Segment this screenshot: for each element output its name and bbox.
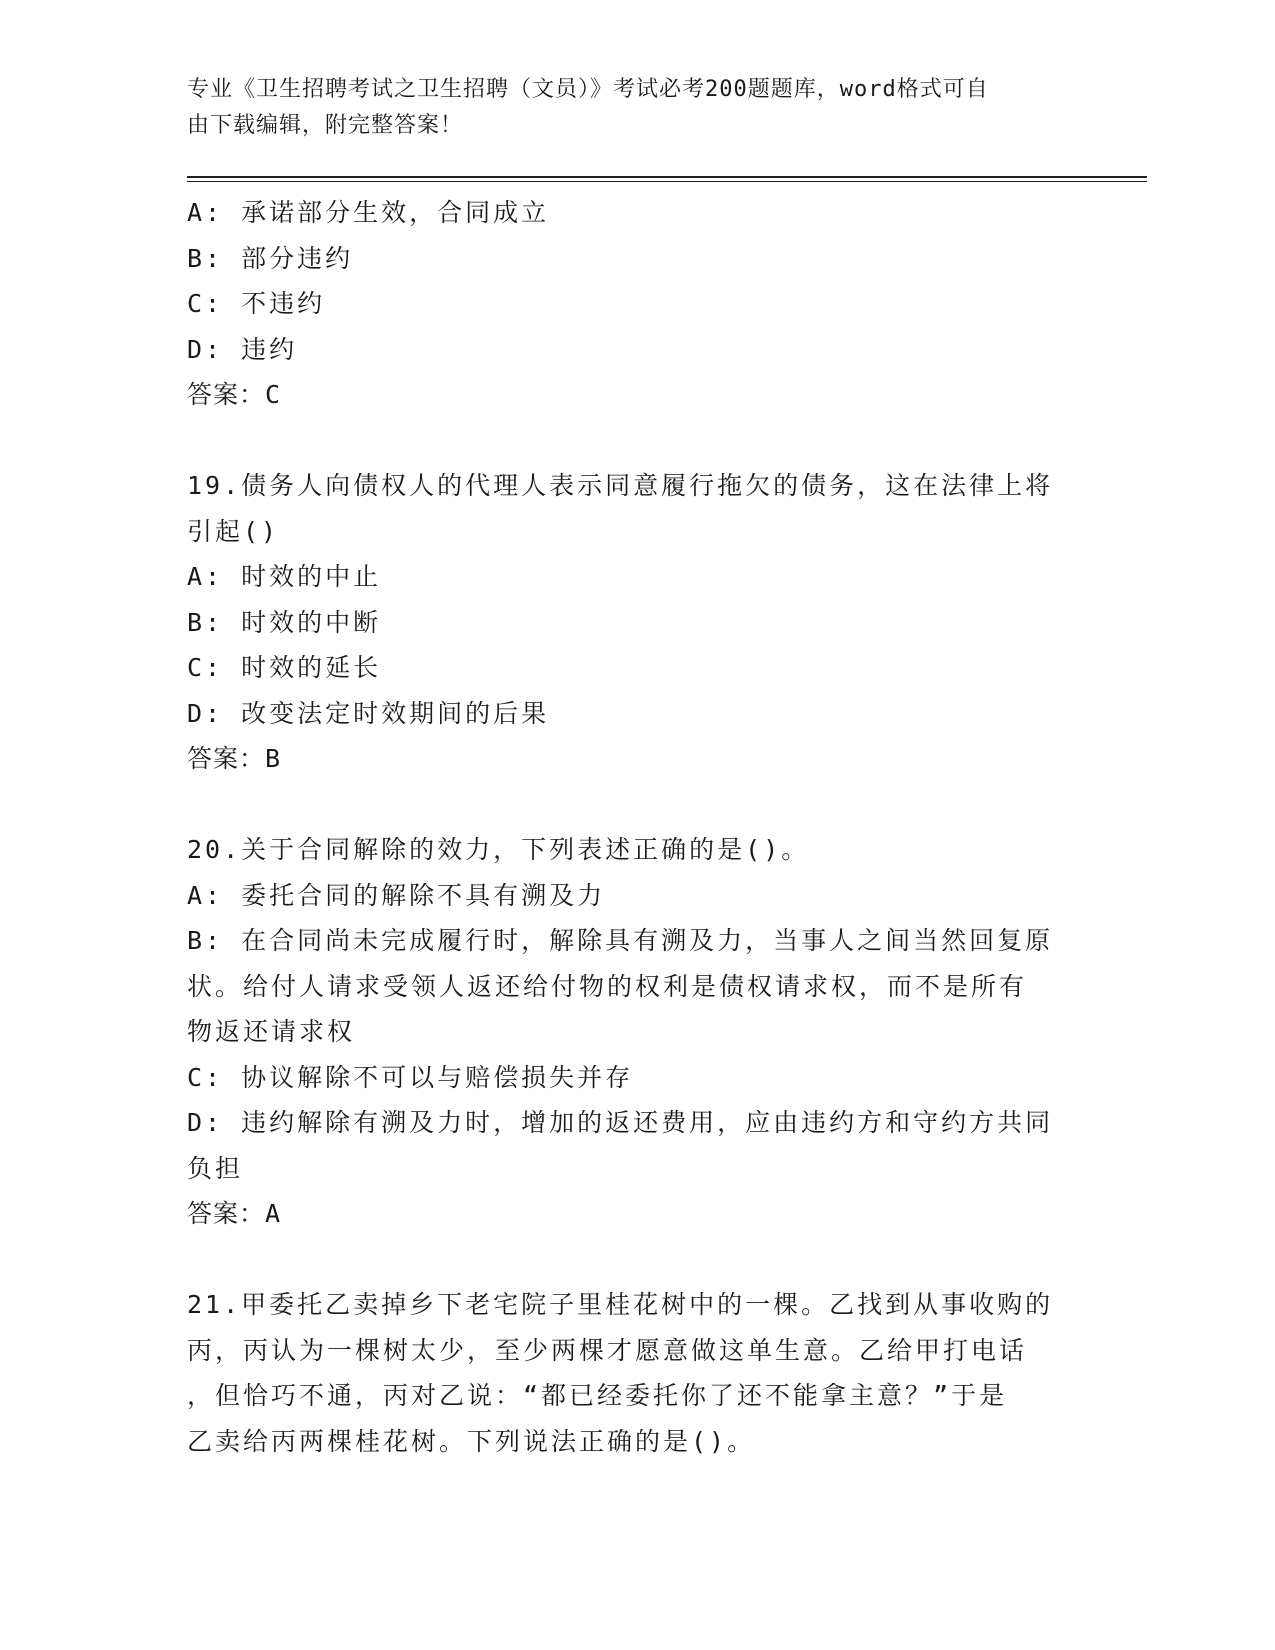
- question-text-cont-1: 丙，丙认为一棵树太少，至少两棵才愿意做这单生意。乙给甲打电话: [187, 1335, 1028, 1365]
- option-c: C: 不违约: [187, 289, 326, 318]
- question-text-cont-2: ，但恰巧不通，丙对乙说：“都已经委托你了还不能拿主意？”于是: [187, 1381, 1008, 1410]
- document-header: [187, 72, 1067, 144]
- option-d-cont: 负担: [187, 1153, 244, 1183]
- option-a: A: 委托合同的解除不具有溯及力: [187, 880, 606, 910]
- option-a: A: 时效的中止: [187, 562, 382, 591]
- header-divider: [187, 176, 1147, 178]
- option-b: B: 部分违约: [187, 243, 354, 273]
- option-b: B: 在合同尚未完成履行时，解除具有溯及力，当事人之间当然回复原: [187, 926, 1054, 955]
- option-a: A: 承诺部分生效，合同成立: [187, 198, 550, 227]
- question-text: 20.关于合同解除的效力，下列表述正确的是()。: [187, 835, 810, 864]
- spacer: [187, 782, 1067, 828]
- question-text: 19.债务人向债权人的代理人表示同意履行拖欠的债务，这在法律上将: [187, 471, 1054, 500]
- spacer: [187, 418, 1067, 464]
- question-text-cont: 引起(): [187, 516, 280, 546]
- option-d: D: 违约解除有溯及力时，增加的返还费用，应由违约方和守约方共同: [187, 1108, 1054, 1137]
- option-b: B: 时效的中断: [187, 607, 382, 637]
- question-text-cont-3: 乙卖给丙两棵桂花树。下列说法正确的是()。: [187, 1426, 756, 1456]
- question-20-block: [187, 827, 1067, 1237]
- answer: 答案：A: [187, 1199, 282, 1228]
- option-d: D: 改变法定时效期间的后果: [187, 698, 550, 728]
- option-c: C: 协议解除不可以与赔偿损失并存: [187, 1062, 634, 1092]
- option-c: C: 时效的延长: [187, 653, 382, 682]
- header-line-1: 专业《卫生招聘考试之卫生招聘（文员）》考试必考200题题库，word格式可自: [187, 77, 989, 102]
- spacer: [187, 1237, 1067, 1283]
- question-21-block: [187, 1282, 1067, 1464]
- answer: 答案：B: [187, 744, 282, 773]
- question-18-block: [187, 190, 1067, 418]
- document-body: [187, 190, 1067, 1464]
- header-line-2: 由下载编辑，附完整答案！: [187, 113, 464, 138]
- option-b-cont-2: 物返还请求权: [187, 1017, 356, 1046]
- option-d: D: 违约: [187, 334, 298, 364]
- option-b-cont-1: 状。给付人请求受领人返还给付物的权利是债权请求权，而不是所有: [187, 971, 1028, 1001]
- header-divider-thin: [187, 181, 1147, 182]
- question-text: 21.甲委托乙卖掉乡下老宅院子里桂花树中的一棵。乙找到从事收购的: [187, 1290, 1054, 1319]
- answer: 答案：C: [187, 380, 282, 409]
- question-19-block: [187, 463, 1067, 782]
